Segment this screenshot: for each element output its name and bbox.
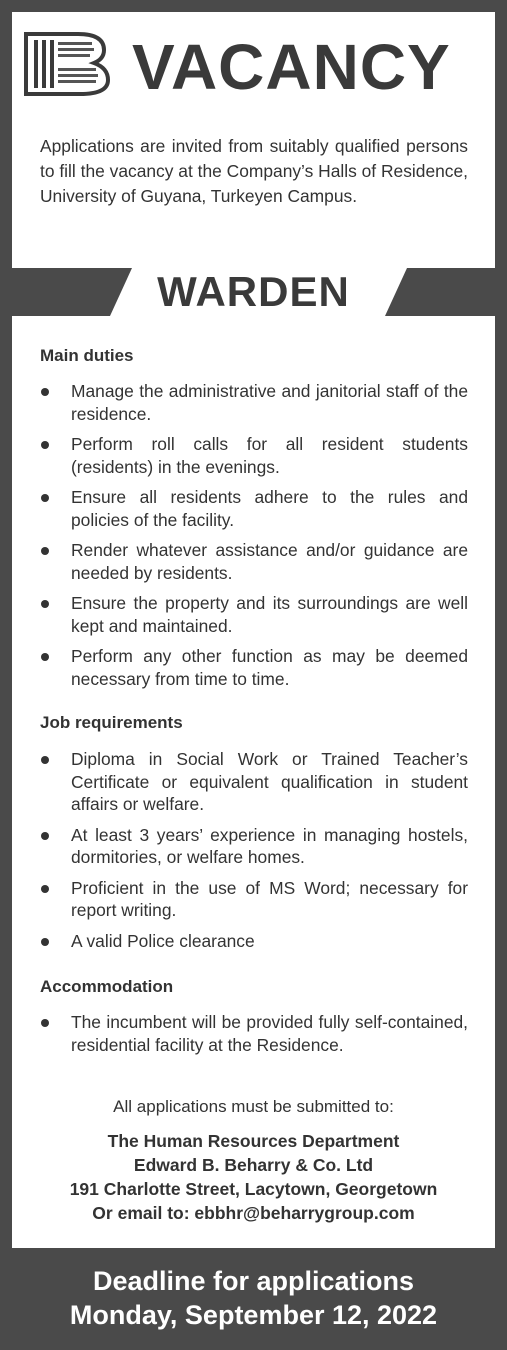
list-item-text: Render whatever assistance and/or guidance are needed by residents. <box>71 540 468 583</box>
hr-department: The Human Resources Department <box>107 1131 400 1151</box>
accommodation-heading: Accommodation <box>40 977 174 996</box>
company-name: Edward B. Beharry & Co. Ltd <box>133 1155 374 1175</box>
list-item <box>40 433 468 478</box>
job-requirements-list <box>40 748 468 952</box>
list-item <box>40 645 468 690</box>
street-address: 191 Charlotte Street, Lacytown, Georgetown <box>69 1179 438 1199</box>
bullet-icon <box>41 653 49 661</box>
list-item-text: Perform any other function as may be deemed necessary from time to time. <box>71 646 468 689</box>
list-item <box>40 486 468 531</box>
bullet-icon <box>41 441 49 449</box>
list-item <box>40 1011 468 1056</box>
bullet-icon <box>41 938 49 946</box>
list-item <box>40 930 468 953</box>
list-item <box>40 592 468 637</box>
bullet-icon <box>41 494 49 502</box>
deadline-date: Monday, September 12, 2022 <box>69 1300 438 1330</box>
bullet-icon <box>41 547 49 555</box>
list-item-text: A valid Police clearance <box>71 930 255 951</box>
page-title: VACANCY <box>132 31 451 103</box>
position-banner <box>12 268 495 316</box>
list-item <box>40 380 468 425</box>
accommodation-list <box>40 1011 468 1056</box>
list-item-text: Perform roll calls for all resident students (residents) in the evenings. <box>71 434 468 477</box>
list-item <box>40 877 468 922</box>
bullet-icon <box>41 885 49 893</box>
intro-paragraph: Applications are invited from suitably qualified persons to fill the vacancy at the Company’s Halls of Residence, University of Guyana, Turkeyen Campus. <box>40 136 468 206</box>
submission-address <box>12 1129 495 1225</box>
list-item-text: Diploma in Social Work or Trained Teacher’s Certificate or equivalent qualification in student affairs or welfare. <box>71 749 468 814</box>
position-title: WARDEN <box>157 268 350 315</box>
deadline-block <box>0 1264 507 1332</box>
bullet-icon <box>41 756 49 764</box>
list-item-text: Manage the administrative and janitorial staff of the residence. <box>71 381 468 424</box>
deadline-label: Deadline for applications <box>92 1266 415 1296</box>
list-item <box>40 539 468 584</box>
list-item-text: Proficient in the use of MS Word; necessary for report writing. <box>71 877 468 920</box>
list-item <box>40 748 468 816</box>
bullet-icon <box>41 1019 49 1027</box>
main-duties-list <box>40 380 468 690</box>
list-item-text: Ensure the property and its surroundings are well kept and maintained. <box>71 593 468 636</box>
contact-email: Or email to: ebbhr@beharrygroup.com <box>92 1203 415 1223</box>
eb-logo-icon <box>22 28 112 98</box>
job-requirements-heading: Job requirements <box>40 713 183 732</box>
submission-note: All applications must be submitted to: <box>113 1097 394 1116</box>
list-item-text: At least 3 years’ experience in managing hostels, dormitories, or welfare homes. <box>71 824 468 867</box>
main-duties-heading: Main duties <box>40 346 134 365</box>
bullet-icon <box>41 600 49 608</box>
bullet-icon <box>41 388 49 396</box>
list-item-text: The incumbent will be provided fully self-contained, residential facility at the Residence. <box>71 1012 468 1055</box>
bullet-icon <box>41 832 49 840</box>
list-item <box>40 824 468 869</box>
list-item-text: Ensure all residents adhere to the rules and policies of the facility. <box>71 487 468 530</box>
